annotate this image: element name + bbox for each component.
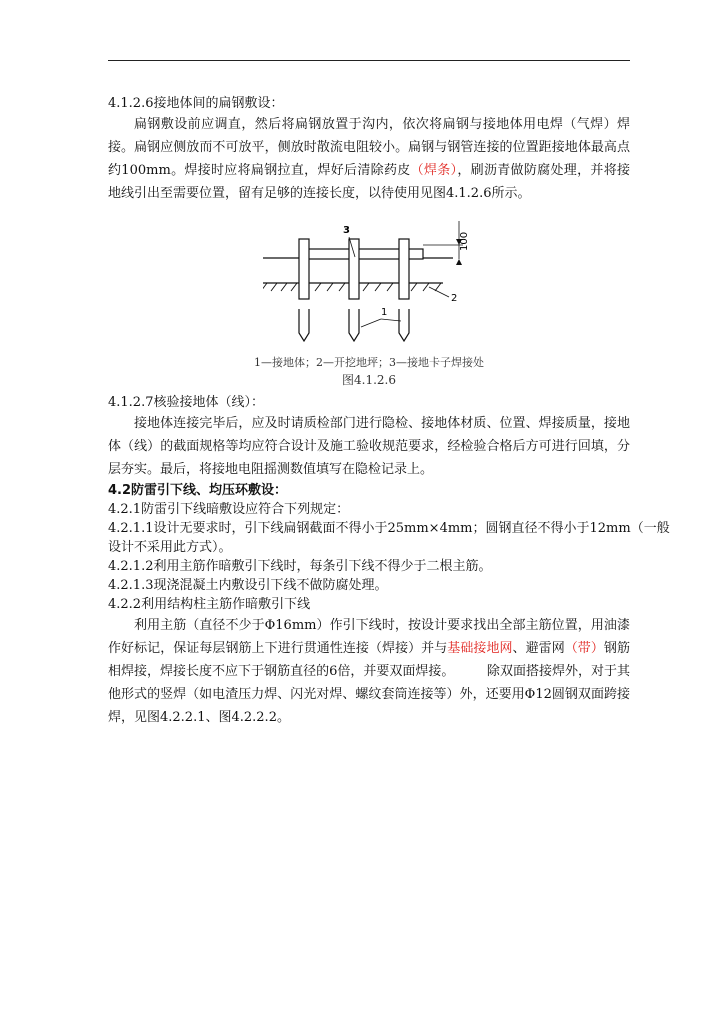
label-3: 3: [343, 225, 350, 236]
paragraph-4126-text-b: ，刷沥青做防腐处理，并将接地线引出至需要位置，留有足够的连接长度，以待使用见图4.1.2.6所示。: [108, 163, 630, 201]
paragraph-422: [108, 614, 630, 729]
dimension-arrow-bottom: [456, 259, 462, 265]
paragraph-422-text-c: 钢筋相焊接，焊接长度不应下于钢筋直径的6倍，并要双面焊接。 除双面搭接焊外，对于其他形式的竖焊（如电渣压力焊、闪光对焊、螺纹套筒连接等）外，还要用Φ12圆钢双面跨接焊，见图4.2.2.1、图4.2.2.2。: [108, 641, 630, 725]
line-422: 4.2.2利用结构柱主筋作暗敷引下线: [108, 597, 311, 612]
paragraph-422-text-b: 、避雷网: [512, 641, 565, 656]
line-421: 4.2.1防雷引下线暗敷设应符合下列规定：: [108, 502, 350, 517]
header-rule: [108, 60, 630, 61]
paragraph-4127: 接地体连接完毕后，应及时请质检部门进行隐检、接地体材质、位置、焊接质量，接地体（线）的截面规格等均应符合设计及施工验收规范要求，经检验合格后方可进行回填，分层夯实。最后，将接地电阻摇测数值填写在隐检记录上。: [108, 416, 630, 477]
label-1: 1: [381, 307, 388, 318]
paragraph-4126-text-a: 扁钢敷设前应调直，然后将扁钢放置于沟内，依次将扁钢与接地体用电焊（气焊）焊接。扁钢应侧放而不可放平，侧放时散流电阻较小。扁钢与钢管连接的位置距接地体最高点约100mm。焊接时应将扁钢拉直，焊好后清除药皮: [108, 117, 630, 178]
line-4213: 4.2.1.3现浇混凝土内敷设引下线不做防腐处理。: [108, 578, 388, 593]
grounding-diagram: [263, 211, 483, 355]
figure-number: 图4.1.2.6: [342, 373, 396, 387]
figure-4126: [108, 211, 630, 355]
paragraph-4126: [108, 113, 630, 205]
leader-1b: [381, 319, 401, 321]
document-page: [108, 94, 670, 729]
figure-caption: 1—接地体；2—开挖地坪；3—接地卡子焊接处: [254, 356, 484, 369]
paragraph-422-red-2: （带）: [564, 641, 604, 656]
line-4212: 4.2.1.2利用主筋作暗敷引下线时，每条引下线不得少于二根主筋。: [108, 559, 492, 574]
leader-2: [429, 287, 449, 297]
paragraph-422-text-a: 利用主筋（直径不少于Φ16mm）作引下线时，按设计要求找出全部主筋位置，用油漆作好标记，保证每层钢筋上下进行贯通性连接（焊接）并与: [108, 618, 630, 656]
paragraph-4126-red: （焊条）: [410, 163, 458, 178]
section-heading-42: 4.2防雷引下线、均压环敷设：: [108, 483, 288, 498]
paragraph-422-red-1: 基础接地网: [447, 641, 513, 656]
line-4211a: 4.2.1.1设计无要求时，引下线扁钢截面不得小于25mm×4mm；圆钢直径不得小于12mm（一般: [108, 521, 670, 536]
label-2: 2: [451, 293, 458, 304]
section-heading-4126: 4.1.2.6接地体间的扁钢敷设：: [108, 96, 284, 111]
leader-1: [361, 319, 381, 327]
dimension-label: 100: [459, 231, 470, 251]
line-4211b: 设计不采用此方式）。: [108, 540, 232, 555]
section-heading-4127: 4.1.2.7核验接地体（线）：: [108, 395, 264, 410]
